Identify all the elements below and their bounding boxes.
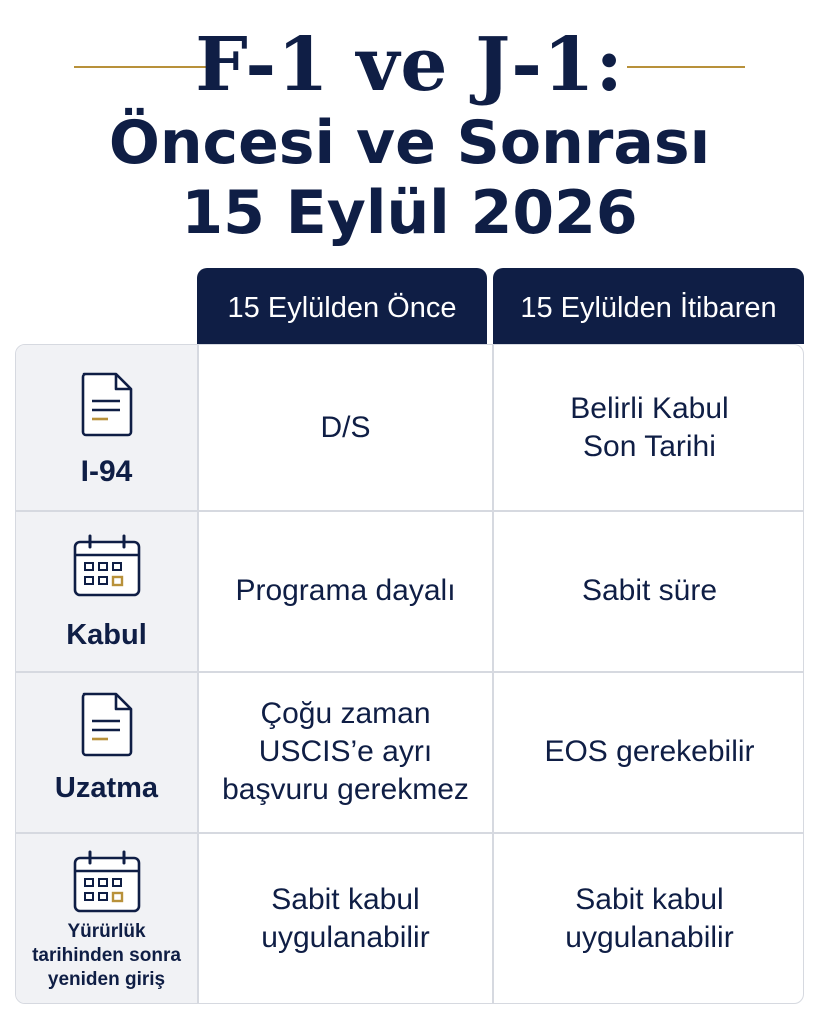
table-row-reentry: [16, 832, 803, 1004]
row-label: Kabul: [66, 619, 147, 651]
page-title: F-1 ve J-1:: [195, 22, 624, 108]
page-subtitle: Öncesi ve Sonrası: [108, 108, 711, 178]
cell-before: Sabit kabul uygulanabilir: [261, 882, 430, 954]
cell-after: EOS gerekebilir: [544, 734, 755, 768]
table-row-kabul: [16, 510, 803, 671]
title-block: [0, 22, 819, 112]
row-label-cell: [16, 832, 197, 1004]
row-label: I-94: [80, 455, 133, 488]
table-row-i94: [16, 345, 803, 510]
row-label-cell: [16, 671, 197, 832]
comparison-table: [15, 344, 804, 1004]
column-header-after: 15 Eylülden İtibaren: [493, 268, 804, 344]
calendar-icon: [72, 850, 142, 914]
row-label-cell: [16, 345, 197, 510]
cell-after: Belirli Kabul Son Tarihi: [570, 391, 729, 463]
calendar-icon: [72, 534, 142, 598]
cell-after: Sabit kabul uygulanabilir: [565, 882, 734, 954]
document-icon: [80, 691, 134, 757]
row-label: Yürürlük tarihinden sonra yeniden giriş: [32, 921, 181, 990]
cell-before: Çoğu zaman USCIS’e ayrı başvuru gerekmez: [222, 696, 469, 806]
table-row-uzatma: [16, 671, 803, 832]
row-label: Uzatma: [54, 772, 159, 804]
cell-before: D/S: [320, 410, 371, 444]
page-date: 15 Eylül 2026: [181, 178, 638, 248]
column-header-before: 15 Eylülden Önce: [197, 268, 487, 344]
document-icon: [80, 371, 134, 437]
row-label-cell: [16, 510, 197, 671]
cell-after: Sabit süre: [581, 573, 718, 607]
cell-before: Programa dayalı: [235, 573, 456, 607]
